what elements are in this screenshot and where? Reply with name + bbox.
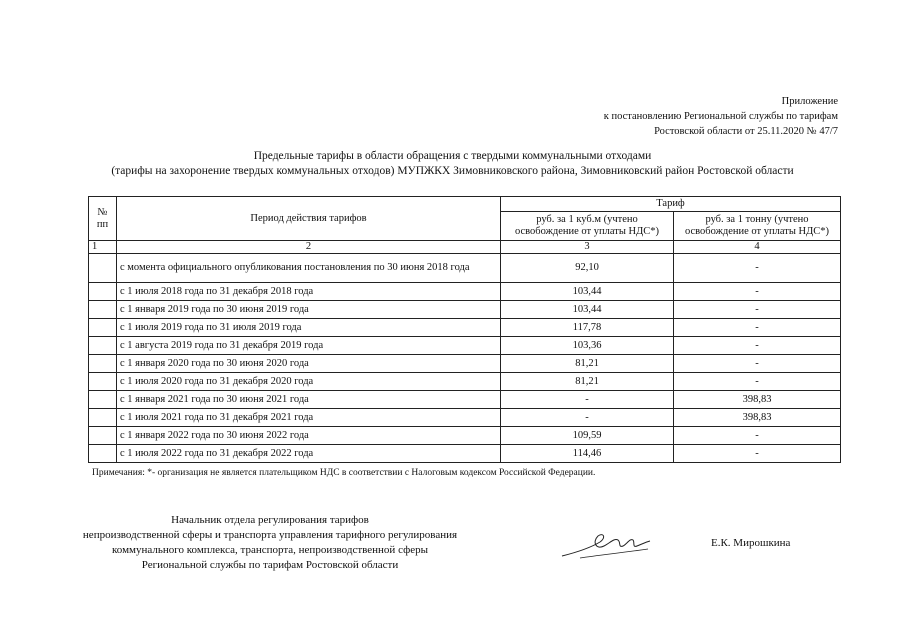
appendix-header	[604, 94, 838, 139]
signer-title	[0, 513, 540, 573]
row-tariff-ton: -	[674, 319, 841, 337]
signer-line: Региональной службы по тарифам Ростовской области	[141, 559, 399, 571]
header-period: Период действия тарифов	[117, 197, 501, 241]
col-number-3: 3	[501, 241, 674, 254]
row-period: с 1 июля 2022 года по 31 декабря 2022 года	[117, 445, 501, 463]
row-tariff-m3: 103,36	[501, 337, 674, 355]
row-tariff-ton: -	[674, 254, 841, 283]
row-period: с 1 июля 2020 года по 31 декабря 2020 года	[117, 373, 501, 391]
row-number	[89, 427, 117, 445]
row-tariff-ton: 398,83	[674, 391, 841, 409]
row-tariff-ton: 398,83	[674, 409, 841, 427]
row-number	[89, 391, 117, 409]
signer-line: Начальник отдела регулирования тарифов	[171, 514, 369, 526]
row-number	[89, 445, 117, 463]
row-tariff-m3: 81,21	[501, 373, 674, 391]
row-tariff-ton: -	[674, 445, 841, 463]
appendix-line: к постановлению Региональной службы по тарифам	[603, 111, 838, 122]
row-tariff-m3: 114,46	[501, 445, 674, 463]
row-period: с 1 июля 2019 года по 31 июля 2019 года	[117, 319, 501, 337]
table-row	[89, 319, 841, 337]
row-tariff-ton: -	[674, 283, 841, 301]
row-tariff-m3: 92,10	[501, 254, 674, 283]
table-row	[89, 254, 841, 283]
signer-line: непроизводственной сферы и транспорта управления тарифного регулирования	[82, 529, 458, 541]
header-per-ton: руб. за 1 тонну (учтено освобождение от уплаты НДС*)	[674, 212, 841, 241]
signer-line: коммунального комплекса, транспорта, непроизводственной сферы	[112, 544, 428, 556]
row-period: с 1 января 2022 года по 30 июня 2022 года	[117, 427, 501, 445]
row-tariff-ton: -	[674, 355, 841, 373]
row-tariff-m3: 109,59	[501, 427, 674, 445]
row-number	[89, 254, 117, 283]
header-per-m3: руб. за 1 куб.м (учтено освобождение от уплаты НДС*)	[501, 212, 674, 241]
row-number	[89, 355, 117, 373]
row-period: с момента официального опубликования постановления по 30 июня 2018 года	[117, 254, 501, 283]
title-line-2: (тарифы на захоронение твердых коммунальных отходов) МУПЖКХ Зимовниковского района, Зимовниковский район Ростовской области	[111, 165, 794, 177]
row-period: с 1 августа 2019 года по 31 декабря 2019 года	[117, 337, 501, 355]
table-row	[89, 355, 841, 373]
row-period: с 1 июля 2021 года по 31 декабря 2021 года	[117, 409, 501, 427]
handwritten-signature	[560, 522, 652, 562]
document-title	[0, 149, 905, 179]
row-number	[89, 373, 117, 391]
row-number	[89, 337, 117, 355]
row-tariff-ton: -	[674, 373, 841, 391]
row-period: с 1 июля 2018 года по 31 декабря 2018 года	[117, 283, 501, 301]
row-period: с 1 января 2019 года по 30 июня 2019 года	[117, 301, 501, 319]
header-tariff: Тариф	[501, 197, 841, 212]
row-tariff-m3: -	[501, 391, 674, 409]
appendix-line: Приложение	[781, 96, 838, 107]
row-number	[89, 409, 117, 427]
title-line-1: Предельные тарифы в области обращения с твердыми коммунальными отходами	[253, 150, 652, 162]
appendix-line: Ростовской области от 25.11.2020 № 47/7	[654, 126, 838, 137]
row-tariff-m3: 81,21	[501, 355, 674, 373]
row-tariff-ton: -	[674, 337, 841, 355]
table-row	[89, 409, 841, 427]
row-tariff-m3: 103,44	[501, 283, 674, 301]
row-tariff-m3: 117,78	[501, 319, 674, 337]
tariff-table	[88, 196, 841, 463]
row-number	[89, 301, 117, 319]
row-number	[89, 283, 117, 301]
table-row	[89, 427, 841, 445]
row-tariff-ton: -	[674, 301, 841, 319]
col-number-4: 4	[674, 241, 841, 254]
table-row	[89, 337, 841, 355]
header-num: № пп	[89, 197, 117, 241]
signer-name: Е.К. Мирошкина	[711, 537, 791, 549]
table-row	[89, 445, 841, 463]
table-row	[89, 301, 841, 319]
table-row	[89, 373, 841, 391]
row-period: с 1 января 2021 года по 30 июня 2021 года	[117, 391, 501, 409]
row-tariff-m3: 103,44	[501, 301, 674, 319]
col-number-2: 2	[117, 241, 501, 254]
col-number-1: 1	[89, 241, 117, 254]
table-row	[89, 391, 841, 409]
row-tariff-ton: -	[674, 427, 841, 445]
row-period: с 1 января 2020 года по 30 июня 2020 года	[117, 355, 501, 373]
row-tariff-m3: -	[501, 409, 674, 427]
footnote: Примечания: *- организация не является плательщиком НДС в соответствии с Налоговым кодексом Российской Федерации.	[92, 468, 596, 478]
table-row	[89, 283, 841, 301]
row-number	[89, 319, 117, 337]
